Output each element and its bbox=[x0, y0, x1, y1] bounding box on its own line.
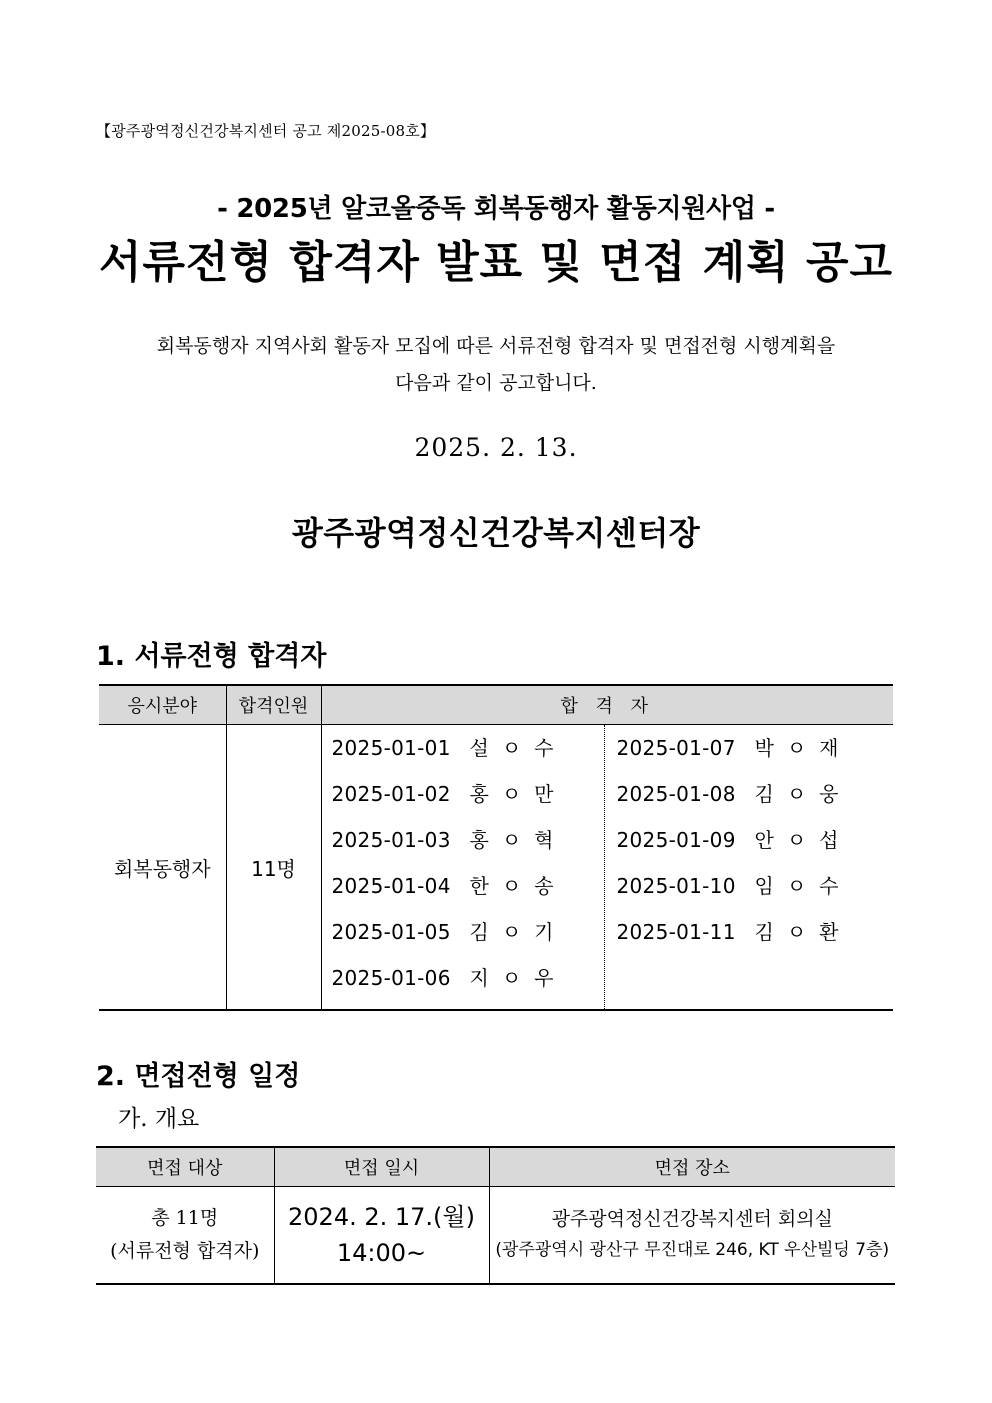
interview-table-row bbox=[96, 1187, 895, 1285]
passer-item bbox=[332, 963, 604, 1009]
passer-name: 안ㅇ섭 bbox=[754, 828, 852, 852]
passer-name: 설ㅇ수 bbox=[469, 736, 567, 760]
interview-place-address: (광주광역시 광산구 무진대로 246, KT 우산빌딩 7층) bbox=[495, 1240, 890, 1260]
interview-date: 2024. 2. 17.(월) bbox=[288, 1203, 475, 1231]
document-title: 서류전형 합격자 발표 및 면접 계획 공고 bbox=[99, 237, 893, 288]
passer-name: 김ㅇ웅 bbox=[754, 782, 852, 806]
passer-name: 홍ㅇ만 bbox=[469, 782, 567, 806]
interview-place-cell bbox=[489, 1187, 895, 1285]
passer-name: 한ㅇ송 bbox=[469, 874, 567, 898]
interview-table bbox=[96, 1146, 895, 1285]
header-count: 합격인원 bbox=[226, 685, 321, 725]
passer-id: 2025-01-03 bbox=[331, 828, 451, 852]
interview-place-name: 광주광역정신건강복지센터 회의실 bbox=[551, 1208, 833, 1230]
passer-name: 김ㅇ환 bbox=[754, 920, 852, 944]
section-2-heading: 2. 면접전형 일정 bbox=[96, 1061, 301, 1092]
passer-name: 박ㅇ재 bbox=[754, 736, 852, 760]
passer-item bbox=[617, 917, 894, 963]
passer-name: 홍ㅇ혁 bbox=[469, 828, 567, 852]
header-target: 면접 대상 bbox=[96, 1147, 274, 1187]
passer-table-row bbox=[99, 725, 893, 1011]
header-place: 면접 장소 bbox=[489, 1147, 895, 1187]
passer-item bbox=[332, 733, 604, 779]
passer-id: 2025-01-06 bbox=[331, 966, 451, 990]
intro-line-2: 다음과 같이 공고합니다. bbox=[395, 372, 597, 394]
passer-column-left bbox=[321, 725, 604, 1011]
passer-table bbox=[99, 684, 893, 1011]
passer-item bbox=[332, 825, 604, 871]
passer-table-header bbox=[99, 685, 893, 725]
passer-id: 2025-01-10 bbox=[616, 874, 736, 898]
interview-datetime-cell bbox=[274, 1187, 489, 1285]
passer-item bbox=[332, 917, 604, 963]
passer-item bbox=[617, 779, 894, 825]
passer-list-left bbox=[332, 725, 604, 1009]
passer-item bbox=[617, 871, 894, 917]
interview-target-note: (서류전형 합격자) bbox=[110, 1240, 260, 1262]
passer-name: 김ㅇ기 bbox=[469, 920, 567, 944]
passer-name: 임ㅇ수 bbox=[754, 874, 852, 898]
passer-id: 2025-01-11 bbox=[616, 920, 736, 944]
count-cell: 11명 bbox=[226, 725, 321, 1011]
issuer-name: 광주광역정신건강복지센터장 bbox=[291, 514, 701, 552]
notice-number: 【광주광역정신건강복지센터 공고 제2025-08호】 bbox=[96, 122, 436, 140]
passer-id: 2025-01-07 bbox=[616, 736, 736, 760]
interview-target-count: 총 11명 bbox=[151, 1207, 219, 1229]
header-datetime: 면접 일시 bbox=[274, 1147, 489, 1187]
passer-item bbox=[617, 825, 894, 871]
passer-id: 2025-01-08 bbox=[616, 782, 736, 806]
passer-id: 2025-01-02 bbox=[331, 782, 451, 806]
header-field: 응시분야 bbox=[99, 685, 226, 725]
passer-id: 2025-01-04 bbox=[331, 874, 451, 898]
intro-paragraph bbox=[100, 328, 892, 402]
interview-table-header bbox=[96, 1147, 895, 1187]
header-passers: 합 격 자 bbox=[321, 685, 893, 725]
passer-item bbox=[617, 733, 894, 779]
passer-id: 2025-01-05 bbox=[331, 920, 451, 944]
passer-item bbox=[332, 779, 604, 825]
passer-item bbox=[332, 871, 604, 917]
notice-date: 2025. 2. 13. bbox=[414, 433, 578, 462]
document-subtitle: - 2025년 알코올중독 회복동행자 활동지원사업 - bbox=[217, 194, 775, 224]
section-1-heading: 1. 서류전형 합격자 bbox=[96, 641, 327, 672]
passer-id: 2025-01-09 bbox=[616, 828, 736, 852]
section-2-subheading: 가. 개요 bbox=[118, 1106, 200, 1132]
interview-target-cell bbox=[96, 1187, 274, 1285]
passer-column-right bbox=[604, 725, 893, 1011]
interview-time: 14:00~ bbox=[336, 1239, 427, 1267]
passer-list-right bbox=[617, 725, 894, 963]
passer-id: 2025-01-01 bbox=[331, 736, 451, 760]
field-cell: 회복동행자 bbox=[99, 725, 226, 1011]
passer-name: 지ㅇ우 bbox=[469, 966, 567, 990]
intro-line-1: 회복동행자 지역사회 활동자 모집에 따른 서류전형 합격자 및 면접전형 시행계획을 bbox=[156, 335, 836, 357]
